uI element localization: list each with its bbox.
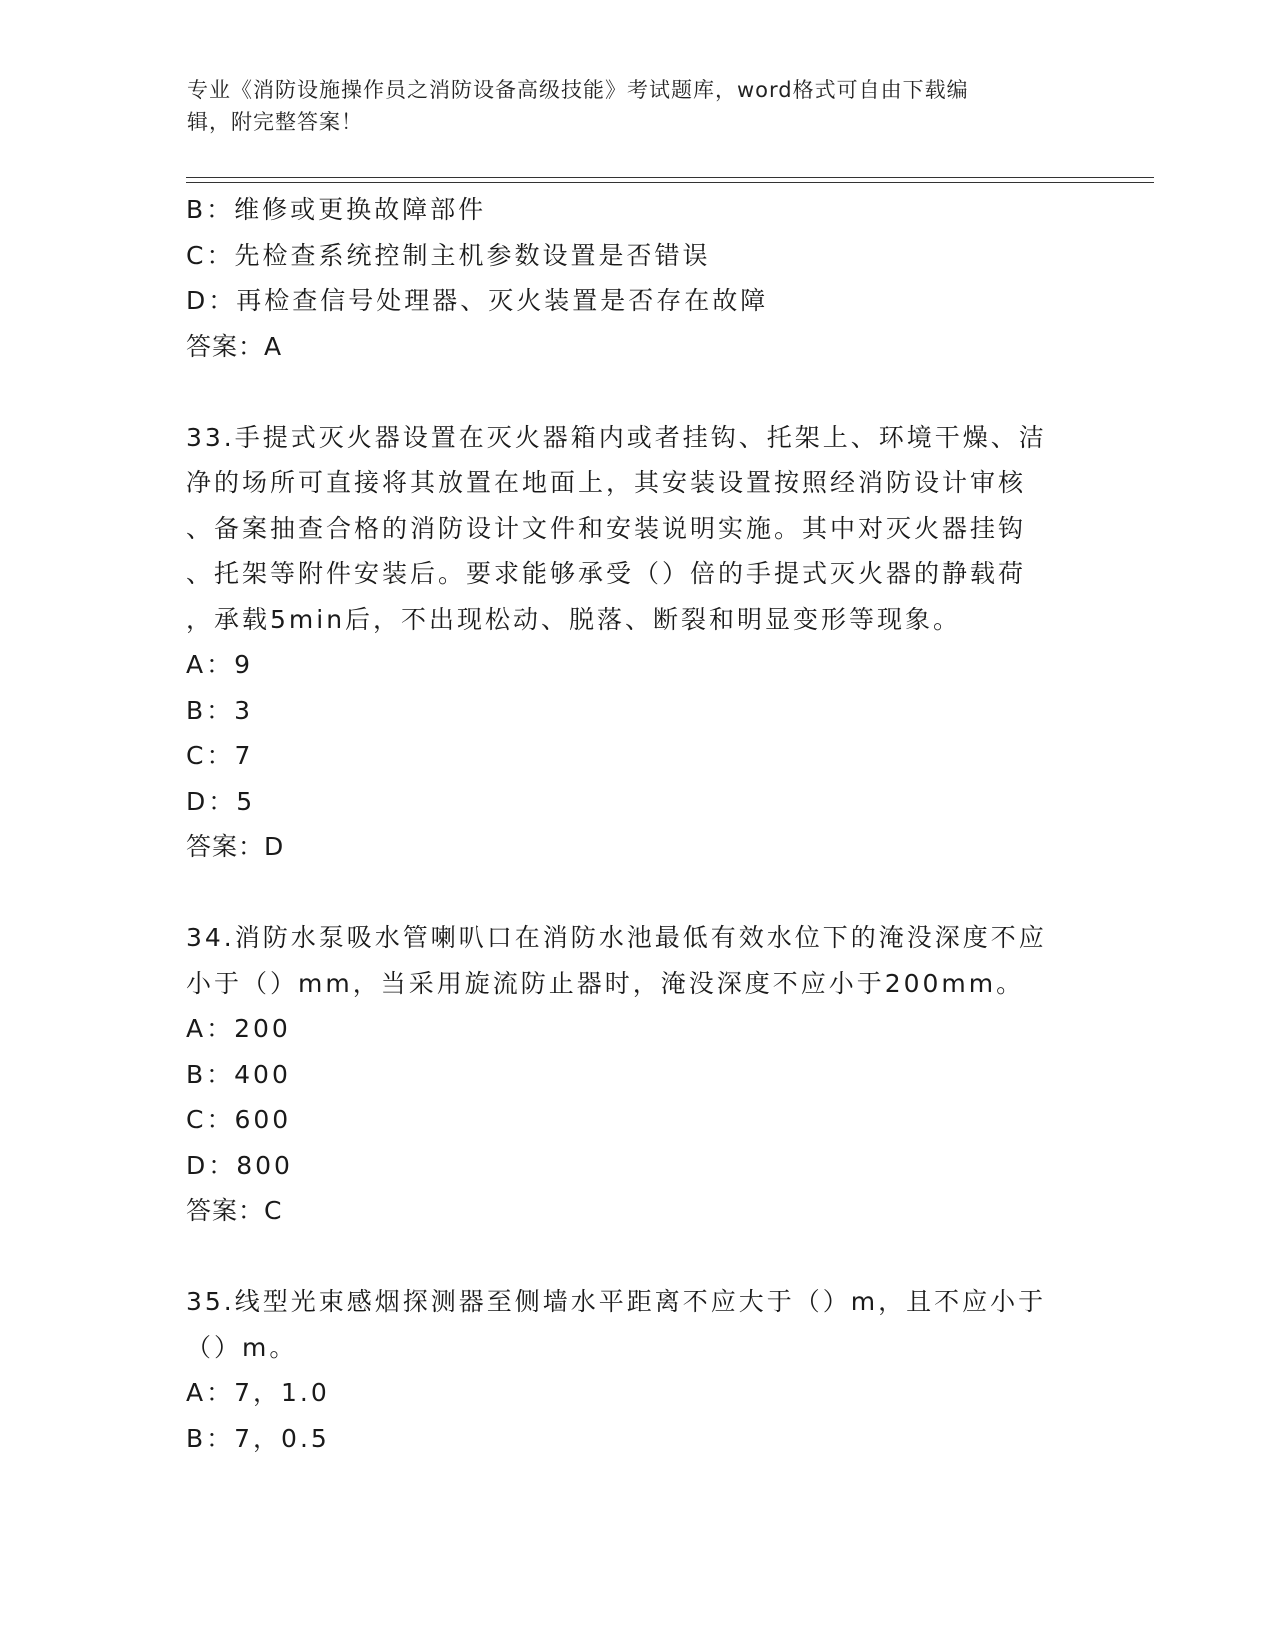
- option-d: D：再检查信号处理器、灭火装置是否存在故障: [186, 286, 769, 315]
- spacer: [186, 870, 1076, 916]
- option-b: B：400: [186, 1059, 291, 1089]
- question-text-line: 33.手提式灭火器设置在灭火器箱内或者挂钩、托架上、环境干燥、洁: [186, 422, 1047, 452]
- option-d: D：800: [186, 1150, 293, 1180]
- header-rule-top: [186, 177, 1154, 178]
- answer: 答案：D: [186, 832, 285, 861]
- header-line-2: 辑，附完整答案！: [187, 110, 363, 134]
- header-line-1: 专业《消防设施操作员之消防设备高级技能》考试题库，word格式可自由下载编: [187, 78, 969, 102]
- question-text-line: 净的场所可直接将其放置在地面上，其安装设置按照经消防设计审核: [186, 468, 1027, 497]
- question-text-line: 、托架等附件安装后。要求能够承受（）倍的手提式灭火器的静载荷: [186, 559, 1027, 588]
- prev-question: [186, 187, 1076, 369]
- question-text: [186, 415, 1076, 643]
- spacer: [186, 369, 1076, 415]
- question-text-line: 、备案抽查合格的消防设计文件和安装说明实施。其中对灭火器挂钩: [186, 513, 1027, 543]
- question-35: [186, 1279, 1076, 1461]
- question-text: [186, 915, 1076, 1006]
- option-a: A：9: [186, 650, 254, 679]
- document-header: [187, 74, 1067, 138]
- question-text-line: （）m。: [186, 1332, 298, 1362]
- question-text-line: 34.消防水泵吸水管喇叭口在消防水池最低有效水位下的淹没深度不应: [186, 923, 1047, 952]
- answer: 答案：C: [186, 1196, 283, 1225]
- answer: 答案：A: [186, 331, 283, 361]
- option-b: B：7，0.5: [186, 1423, 330, 1453]
- question-34: [186, 915, 1076, 1234]
- option-a: A：200: [186, 1014, 291, 1043]
- option-b: B：3: [186, 695, 254, 725]
- option-c: C：先检查系统控制主机参数设置是否错误: [186, 240, 711, 270]
- option-a: A：7，1.0: [186, 1378, 330, 1407]
- option-c: C：600: [186, 1105, 292, 1134]
- question-text-line: 35.线型光束感烟探测器至侧墙水平距离不应大于（）m，且不应小于: [186, 1287, 1047, 1316]
- question-list: [186, 187, 1076, 1461]
- option-b: B：维修或更换故障部件: [186, 195, 487, 224]
- spacer: [186, 1234, 1076, 1280]
- option-c: C：7: [186, 741, 254, 770]
- option-d: D：5: [186, 786, 256, 816]
- question-33: [186, 415, 1076, 870]
- header-rule-bottom: [186, 182, 1154, 183]
- question-text: [186, 1279, 1076, 1370]
- question-text-line: 小于（）mm，当采用旋流防止器时，淹没深度不应小于200mm。: [186, 968, 1025, 998]
- question-text-line: ，承载5min后，不出现松动、脱落、断裂和明显变形等现象。: [186, 604, 962, 634]
